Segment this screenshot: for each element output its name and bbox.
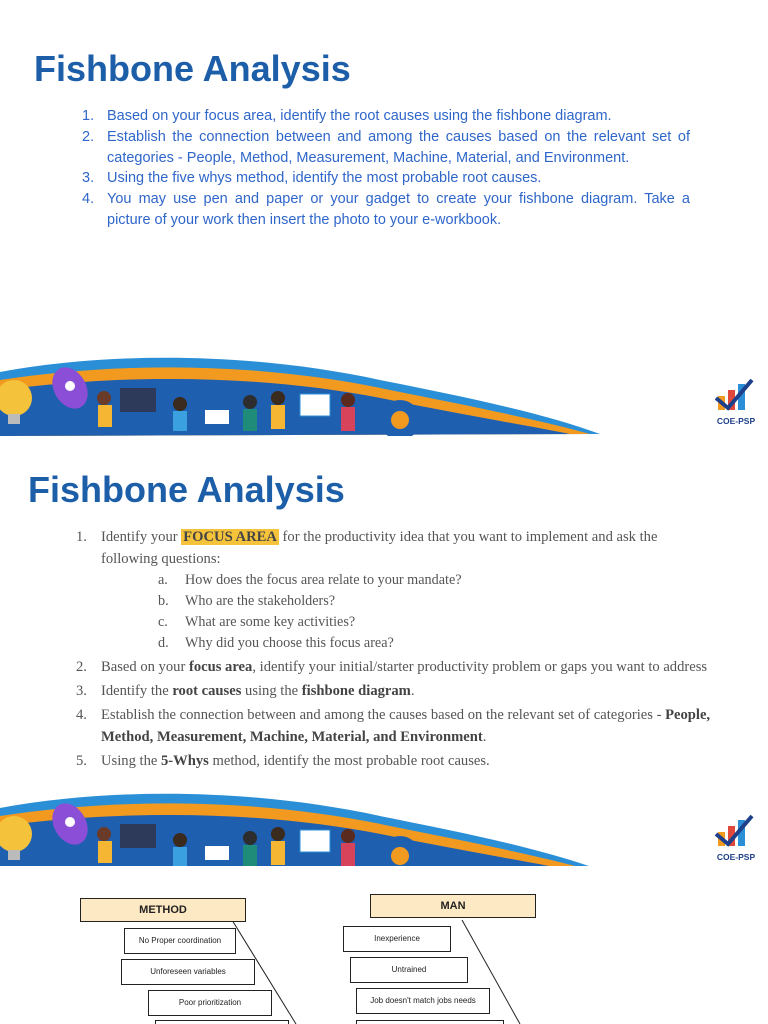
logo-text: COE-PSP [716, 852, 756, 862]
list-item: c. What are some key activities? [158, 614, 356, 630]
decorative-banner [0, 786, 600, 866]
category-method: METHOD [80, 898, 246, 922]
list-item: 3. Using the five whys method, identify the most probable root causes. [82, 170, 542, 187]
slide-1-list [78, 106, 690, 231]
slide-1 [0, 0, 768, 436]
list-item: a. How does the focus area relate to your mandate? [158, 572, 462, 588]
coe-psp-logo [706, 812, 766, 866]
list-item: 2. Based on your focus area, identify your initial/starter productivity problem or gaps you want to address [76, 659, 708, 675]
cause-box: Unforeseen variables [121, 959, 255, 985]
question-list [101, 570, 714, 654]
focus-area-highlight: FOCUS AREA [183, 529, 277, 545]
category-man: MAN [370, 894, 536, 918]
slide-2-list [74, 526, 714, 774]
list-item: 4. Establish the connection between and among the causes based on the relevant set of categories - People, Method, Measurement, Machine, Material, and Environment. [76, 707, 711, 745]
cause-box: Untrained [350, 957, 468, 983]
fishbone-diagram [0, 866, 768, 1024]
slide-1-title: Fishbone Analysis [34, 48, 351, 89]
slide-2 [0, 436, 768, 866]
list-item: b. Who are the stakeholders? [158, 593, 336, 609]
list-item: 1. Based on your focus area, identify the root causes using the fishbone diagram. [82, 108, 612, 124]
cause-box: Inexperience [343, 926, 451, 952]
cause-box: Poor prioritization [148, 990, 272, 1016]
cause-box: No Proper coordination [124, 928, 236, 954]
list-item: 3. Identify the root causes using the fishbone diagram. [76, 683, 415, 699]
slide-2-title: Fishbone Analysis [28, 469, 345, 510]
coe-psp-logo [706, 376, 766, 430]
list-item: 2. Establish the connection between and among the causes based on the relevant set of categories - People, Method, Measurement, Machine, Material, and Environment. [82, 128, 690, 166]
decorative-banner [0, 350, 600, 436]
list-item: d. Why did you choose this focus area? [158, 635, 394, 651]
list-item: 1. Identify your FOCUS AREA for the productivity idea that you want to implement and ask the following questions: a. How does the focus area relate to your mandate? b. Who are the stakeholders? c. What are some key activities? d. Why did you choose this focus area? [74, 526, 714, 654]
cause-box [155, 1020, 289, 1024]
cause-box: Job doesn't match jobs needs [356, 988, 490, 1014]
cause-box [356, 1020, 504, 1024]
list-item: 5. Using the 5-Whys method, identify the most probable root causes. [76, 753, 490, 769]
list-item: 4. You may use pen and paper or your gadget to create your fishbone diagram. Take a picture of your work then insert the photo to your e-workbook. [82, 191, 690, 228]
logo-text: COE-PSP [716, 416, 756, 426]
